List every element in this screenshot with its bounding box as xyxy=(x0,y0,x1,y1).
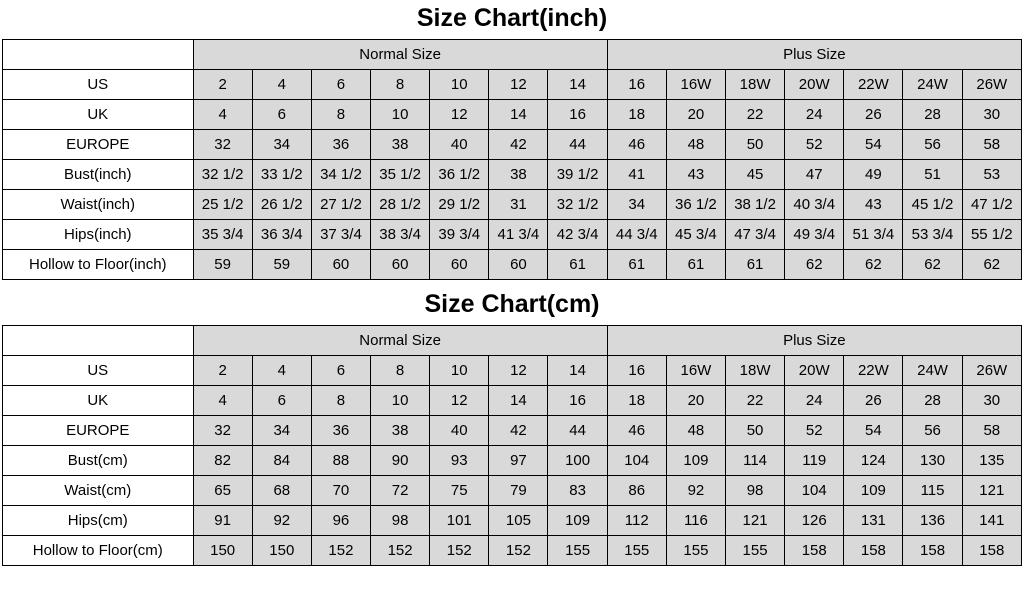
cell: 131 xyxy=(844,506,903,536)
cell: 10 xyxy=(430,70,489,100)
cell: 152 xyxy=(371,536,430,566)
cell: 109 xyxy=(666,446,725,476)
table-row xyxy=(3,70,1022,100)
cell: 158 xyxy=(844,536,903,566)
cell: 47 xyxy=(785,160,844,190)
cell: 12 xyxy=(489,356,548,386)
cell: 4 xyxy=(193,100,252,130)
cell: 28 xyxy=(903,386,962,416)
cell: 44 3/4 xyxy=(607,220,666,250)
cell: 18 xyxy=(607,386,666,416)
row-label: Bust(inch) xyxy=(3,160,194,190)
cell: 12 xyxy=(430,386,489,416)
cell: 10 xyxy=(430,356,489,386)
row-label: Hollow to Floor(cm) xyxy=(3,536,194,566)
cell: 46 xyxy=(607,130,666,160)
row-label: Hollow to Floor(inch) xyxy=(3,250,194,280)
cell: 141 xyxy=(962,506,1021,536)
row-label: US xyxy=(3,356,194,386)
cell: 44 xyxy=(548,130,607,160)
size-chart-cm xyxy=(0,286,1024,566)
cell: 50 xyxy=(725,130,784,160)
cell: 22W xyxy=(844,70,903,100)
cell: 82 xyxy=(193,446,252,476)
cell: 31 xyxy=(489,190,548,220)
cell: 54 xyxy=(844,416,903,446)
cell: 27 1/2 xyxy=(311,190,370,220)
cell: 38 xyxy=(489,160,548,190)
size-table-cm xyxy=(2,325,1022,566)
cell: 10 xyxy=(371,386,430,416)
cell: 68 xyxy=(252,476,311,506)
cell: 32 1/2 xyxy=(548,190,607,220)
group-header-plus: Plus Size xyxy=(607,40,1021,70)
cell: 16 xyxy=(548,100,607,130)
cell: 35 1/2 xyxy=(371,160,430,190)
cell: 51 3/4 xyxy=(844,220,903,250)
row-label: Hips(inch) xyxy=(3,220,194,250)
group-header-row xyxy=(3,40,1022,70)
cell: 121 xyxy=(725,506,784,536)
table-row xyxy=(3,220,1022,250)
cell: 47 3/4 xyxy=(725,220,784,250)
cell: 79 xyxy=(489,476,548,506)
cell: 39 3/4 xyxy=(430,220,489,250)
cell: 42 xyxy=(489,130,548,160)
cell: 84 xyxy=(252,446,311,476)
cell: 41 3/4 xyxy=(489,220,548,250)
cell: 20W xyxy=(785,70,844,100)
size-chart-inch xyxy=(0,0,1024,280)
cell: 14 xyxy=(489,100,548,130)
cell: 56 xyxy=(903,416,962,446)
cell: 58 xyxy=(962,130,1021,160)
cell: 33 1/2 xyxy=(252,160,311,190)
cell: 14 xyxy=(548,356,607,386)
cell: 24W xyxy=(903,70,962,100)
cell: 136 xyxy=(903,506,962,536)
cell: 100 xyxy=(548,446,607,476)
cell: 40 xyxy=(430,130,489,160)
cell: 92 xyxy=(252,506,311,536)
row-label: Hips(cm) xyxy=(3,506,194,536)
table-row xyxy=(3,506,1022,536)
cell: 52 xyxy=(785,416,844,446)
table-row xyxy=(3,356,1022,386)
table-row xyxy=(3,100,1022,130)
cell: 32 xyxy=(193,130,252,160)
cell: 2 xyxy=(193,356,252,386)
cell: 48 xyxy=(666,416,725,446)
group-header-plus: Plus Size xyxy=(607,326,1021,356)
cell: 14 xyxy=(548,70,607,100)
cell: 43 xyxy=(844,190,903,220)
size-table-inch xyxy=(2,39,1022,280)
cell: 121 xyxy=(962,476,1021,506)
cell: 30 xyxy=(962,386,1021,416)
cell: 12 xyxy=(489,70,548,100)
cell: 61 xyxy=(607,250,666,280)
cell: 35 3/4 xyxy=(193,220,252,250)
cell: 32 1/2 xyxy=(193,160,252,190)
cell: 29 1/2 xyxy=(430,190,489,220)
cell: 44 xyxy=(548,416,607,446)
cell: 26W xyxy=(962,70,1021,100)
row-label: EUROPE xyxy=(3,130,194,160)
cell: 98 xyxy=(371,506,430,536)
cell: 51 xyxy=(903,160,962,190)
cell: 37 3/4 xyxy=(311,220,370,250)
table-row xyxy=(3,386,1022,416)
cell: 158 xyxy=(903,536,962,566)
cell: 62 xyxy=(962,250,1021,280)
cell: 155 xyxy=(607,536,666,566)
page-title-inch: Size Chart(inch) xyxy=(416,4,608,32)
cell: 49 xyxy=(844,160,903,190)
cell: 116 xyxy=(666,506,725,536)
cell: 52 xyxy=(785,130,844,160)
cell: 59 xyxy=(252,250,311,280)
cell: 72 xyxy=(371,476,430,506)
cell: 104 xyxy=(607,446,666,476)
cell: 83 xyxy=(548,476,607,506)
cell: 155 xyxy=(725,536,784,566)
cell: 155 xyxy=(548,536,607,566)
cell: 86 xyxy=(607,476,666,506)
table-row xyxy=(3,416,1022,446)
cell: 90 xyxy=(371,446,430,476)
cell: 126 xyxy=(785,506,844,536)
cell: 61 xyxy=(548,250,607,280)
cell: 6 xyxy=(252,100,311,130)
cell: 60 xyxy=(311,250,370,280)
corner-cell xyxy=(3,40,194,70)
cell: 14 xyxy=(489,386,548,416)
cell: 34 xyxy=(252,130,311,160)
cell: 16W xyxy=(666,356,725,386)
cell: 92 xyxy=(666,476,725,506)
cell: 2 xyxy=(193,70,252,100)
cell: 24 xyxy=(785,100,844,130)
cell: 6 xyxy=(252,386,311,416)
cell: 8 xyxy=(311,386,370,416)
group-header-normal: Normal Size xyxy=(193,326,607,356)
cell: 10 xyxy=(371,100,430,130)
cell: 152 xyxy=(311,536,370,566)
cell: 60 xyxy=(489,250,548,280)
cell: 40 xyxy=(430,416,489,446)
cell: 4 xyxy=(252,356,311,386)
cell: 42 xyxy=(489,416,548,446)
group-header-normal: Normal Size xyxy=(193,40,607,70)
table-row xyxy=(3,190,1022,220)
cell: 98 xyxy=(725,476,784,506)
page-title-cm: Size Chart(cm) xyxy=(424,290,600,318)
cell: 152 xyxy=(489,536,548,566)
cell: 28 1/2 xyxy=(371,190,430,220)
cell: 34 xyxy=(252,416,311,446)
table-body xyxy=(3,326,1022,566)
cell: 60 xyxy=(430,250,489,280)
cell: 158 xyxy=(962,536,1021,566)
cell: 114 xyxy=(725,446,784,476)
row-label: Waist(inch) xyxy=(3,190,194,220)
cell: 62 xyxy=(903,250,962,280)
cell: 112 xyxy=(607,506,666,536)
cell: 150 xyxy=(252,536,311,566)
table-row xyxy=(3,476,1022,506)
row-label: US xyxy=(3,70,194,100)
cell: 34 xyxy=(607,190,666,220)
cell: 93 xyxy=(430,446,489,476)
row-label: Waist(cm) xyxy=(3,476,194,506)
cell: 20 xyxy=(666,386,725,416)
cell: 32 xyxy=(193,416,252,446)
cell: 36 1/2 xyxy=(666,190,725,220)
cell: 105 xyxy=(489,506,548,536)
corner-cell xyxy=(3,326,194,356)
cell: 45 xyxy=(725,160,784,190)
cell: 8 xyxy=(371,70,430,100)
cell: 30 xyxy=(962,100,1021,130)
cell: 65 xyxy=(193,476,252,506)
cell: 38 1/2 xyxy=(725,190,784,220)
cell: 6 xyxy=(311,356,370,386)
group-header-row xyxy=(3,326,1022,356)
cell: 16 xyxy=(548,386,607,416)
cell: 38 xyxy=(371,130,430,160)
cell: 53 xyxy=(962,160,1021,190)
cell: 26W xyxy=(962,356,1021,386)
cell: 4 xyxy=(252,70,311,100)
cell: 115 xyxy=(903,476,962,506)
cell: 18W xyxy=(725,70,784,100)
cell: 38 3/4 xyxy=(371,220,430,250)
cell: 45 3/4 xyxy=(666,220,725,250)
cell: 25 1/2 xyxy=(193,190,252,220)
table-row xyxy=(3,130,1022,160)
table-row xyxy=(3,160,1022,190)
cell: 97 xyxy=(489,446,548,476)
cell: 4 xyxy=(193,386,252,416)
cell: 135 xyxy=(962,446,1021,476)
cell: 48 xyxy=(666,130,725,160)
cell: 155 xyxy=(666,536,725,566)
cell: 70 xyxy=(311,476,370,506)
cell: 8 xyxy=(311,100,370,130)
cell: 61 xyxy=(725,250,784,280)
cell: 124 xyxy=(844,446,903,476)
row-label: UK xyxy=(3,386,194,416)
cell: 104 xyxy=(785,476,844,506)
cell: 34 1/2 xyxy=(311,160,370,190)
cell: 16 xyxy=(607,70,666,100)
cell: 42 3/4 xyxy=(548,220,607,250)
cell: 47 1/2 xyxy=(962,190,1021,220)
cell: 53 3/4 xyxy=(903,220,962,250)
cell: 62 xyxy=(785,250,844,280)
cell: 28 xyxy=(903,100,962,130)
cell: 39 1/2 xyxy=(548,160,607,190)
cell: 96 xyxy=(311,506,370,536)
cell: 36 1/2 xyxy=(430,160,489,190)
row-label: EUROPE xyxy=(3,416,194,446)
cell: 62 xyxy=(844,250,903,280)
cell: 24 xyxy=(785,386,844,416)
cell: 101 xyxy=(430,506,489,536)
cell: 8 xyxy=(371,356,430,386)
cell: 16W xyxy=(666,70,725,100)
cell: 12 xyxy=(430,100,489,130)
cell: 18W xyxy=(725,356,784,386)
cell: 6 xyxy=(311,70,370,100)
cell: 150 xyxy=(193,536,252,566)
cell: 20 xyxy=(666,100,725,130)
cell: 88 xyxy=(311,446,370,476)
cell: 50 xyxy=(725,416,784,446)
cell: 45 1/2 xyxy=(903,190,962,220)
row-label: Bust(cm) xyxy=(3,446,194,476)
cell: 26 xyxy=(844,386,903,416)
cell: 26 1/2 xyxy=(252,190,311,220)
table-row xyxy=(3,536,1022,566)
cell: 158 xyxy=(785,536,844,566)
cell: 60 xyxy=(371,250,430,280)
cell: 20W xyxy=(785,356,844,386)
cell: 75 xyxy=(430,476,489,506)
cell: 40 3/4 xyxy=(785,190,844,220)
cell: 49 3/4 xyxy=(785,220,844,250)
cell: 119 xyxy=(785,446,844,476)
cell: 16 xyxy=(607,356,666,386)
cell: 36 3/4 xyxy=(252,220,311,250)
cell: 91 xyxy=(193,506,252,536)
cell: 130 xyxy=(903,446,962,476)
cell: 26 xyxy=(844,100,903,130)
cell: 22 xyxy=(725,386,784,416)
cell: 61 xyxy=(666,250,725,280)
cell: 41 xyxy=(607,160,666,190)
cell: 59 xyxy=(193,250,252,280)
table-row xyxy=(3,446,1022,476)
cell: 54 xyxy=(844,130,903,160)
cell: 36 xyxy=(311,130,370,160)
cell: 152 xyxy=(430,536,489,566)
cell: 58 xyxy=(962,416,1021,446)
row-label: UK xyxy=(3,100,194,130)
cell: 55 1/2 xyxy=(962,220,1021,250)
cell: 18 xyxy=(607,100,666,130)
cell: 24W xyxy=(903,356,962,386)
cell: 22W xyxy=(844,356,903,386)
cell: 56 xyxy=(903,130,962,160)
cell: 109 xyxy=(548,506,607,536)
cell: 43 xyxy=(666,160,725,190)
cell: 46 xyxy=(607,416,666,446)
table-body xyxy=(3,40,1022,280)
cell: 38 xyxy=(371,416,430,446)
cell: 109 xyxy=(844,476,903,506)
cell: 22 xyxy=(725,100,784,130)
cell: 36 xyxy=(311,416,370,446)
table-row xyxy=(3,250,1022,280)
